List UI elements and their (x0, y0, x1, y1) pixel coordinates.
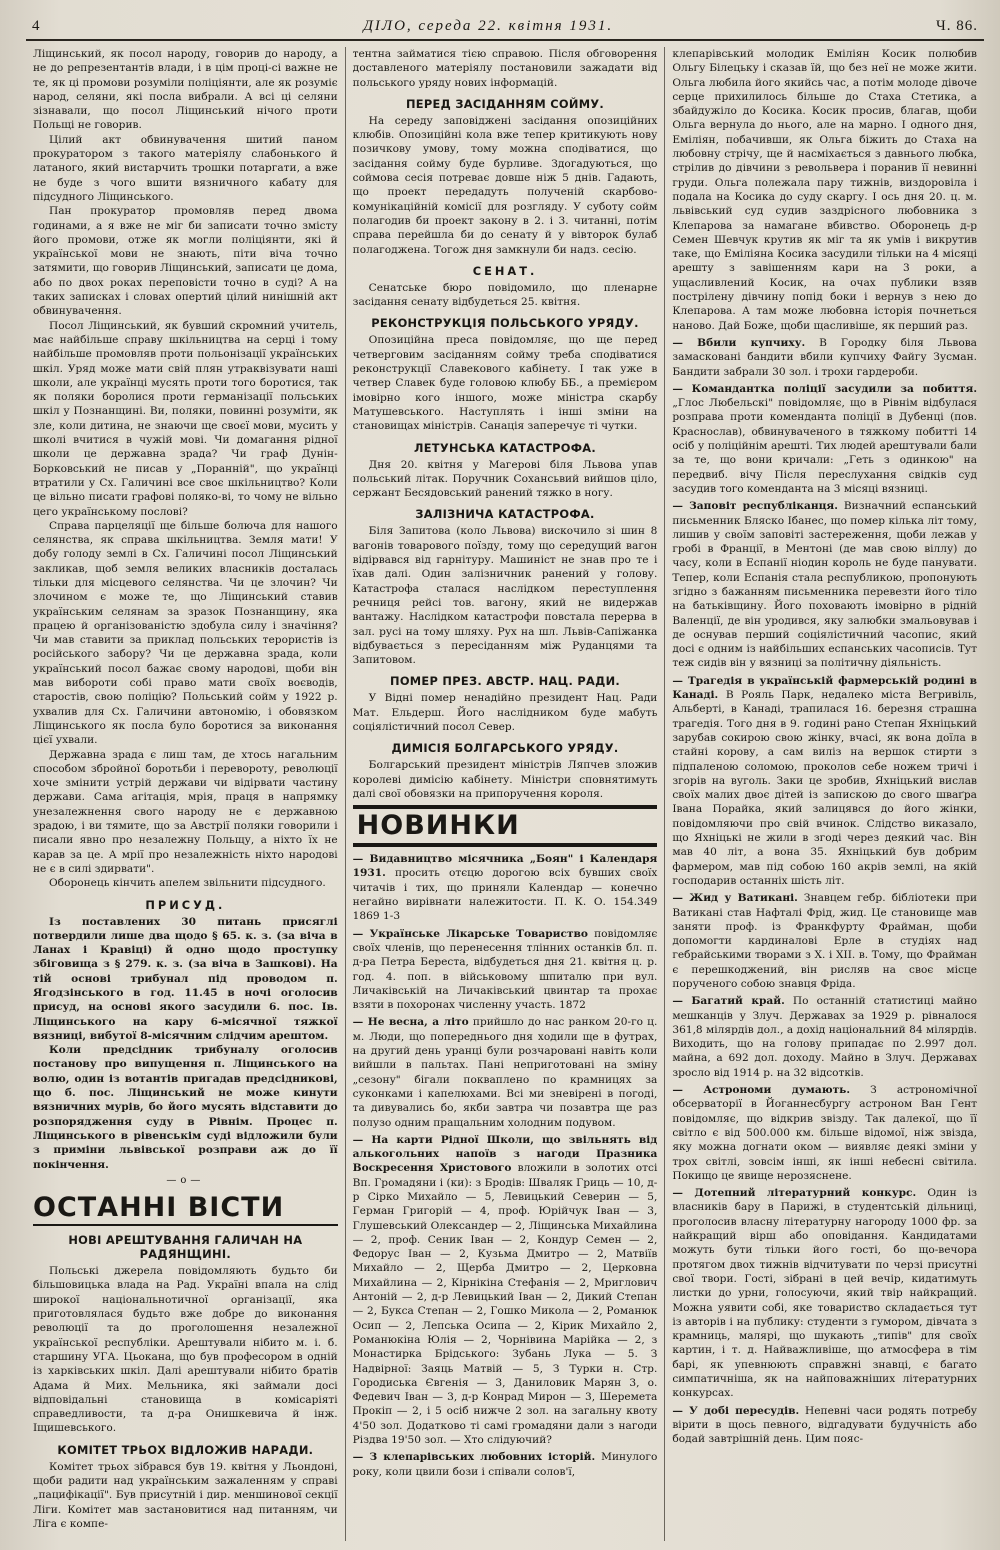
news-item (672, 891, 977, 991)
article-heading: ПОМЕР ПРЕЗ. АВСТР. НАЦ. РАДИ. (389, 674, 621, 689)
news-item-lead: — Не весна, а літо (352, 1016, 469, 1029)
page-number: 4 (32, 18, 41, 34)
date-line: ДІЛО, середа 22. квітня 1931. (363, 18, 614, 34)
news-item-text: В Рояль Парк, недалеко міста Вегривіль, Альберті, в Канаді, трапилася 16. березня страшна трагедія. Того дня в 9. годині ранo Степан Яхніцький зарубав сокирою свою жінку, вчасі, як вона доїла в стайні корову, а сам виліз на вершок стирти з підпаленою соломою, проколов себе ножем тричі і згорів на вуголь. Заки це зробив, Яхніцький вислав своїх малих двоє дітей із запискою до свого шваґра Івана Порайка, який залицявся до його жінки, повідомляючи про свій вчинок. Слідство виказало, що Яхніцькі не жили в згоді через деякий час. Він мав 40 літ, а вона 35. Яхніцький був добрим фармером, мав під собою 160 акрів землі, на якій господарив останніх шість літ. (672, 689, 978, 887)
news-item-text: Непевні часи родять потребу вірити в щось певного, відгадувати будучність або бодай завтрішній день. Цим пояс- (672, 1404, 978, 1446)
column-3 (664, 47, 984, 1541)
news-item-lead: — Вбили купчиху. (672, 336, 806, 349)
issue-number: Ч. 86. (936, 18, 978, 34)
news-item-lead: — Заповіт республіканця. (672, 500, 838, 513)
verdict-paragraph: Із поставлених 30 питань присяглі потвердили лише два щодо § 65. к. з. (за віча в Ланах і Крaвіці) й одно щодо проступку збіговища з § 279. к. з. (за віча в Зашкові). На тій основі трибунал під проводом п. Ягодзінського в год. 11.45 в ночі оголосив присуд, на основі якого засудили 6. пос. Ів. Ліщинського на кару 6-місячної тяжкої вязниці, вибутої 8-місячним слідчим арештом. (33, 915, 338, 1042)
news-item-lead: — Трагедія в українській фармерській родині в Канаді. (672, 674, 978, 702)
news-item-text: Знавцем гебр. бібліотеки при Ватикані став Нафталі Фрід, жид. Це становище мав заняти проф. із Франкфурту Фрайман, щоби допомогти кардиналові Ерле в студіях над гебрайськими творами з X. і XII. в. Тому, що Фрайман є перешкоджений, він рисляв на своє місце порученого собою знавця Фріда. (672, 892, 978, 990)
news-item (353, 927, 658, 1013)
news-item (672, 674, 977, 888)
news-item-lead: — У добі пересудів. (672, 1404, 800, 1417)
news-item (672, 1186, 977, 1400)
news-item (672, 336, 977, 379)
news-item-lead: — З клепарівських любовних історій. (352, 1451, 596, 1464)
paragraph: Оборонець кінчить апелем звільнити підсудного. (49, 877, 326, 890)
news-item-lead: — Видавництво місячника „Боян" і Календаря 1931. (352, 853, 658, 880)
news-item (353, 1133, 658, 1448)
paragraph: Пан прокуратор промовляв перед двома годинами, а я вже не міг би записати точно змісту його промови, отже як могли поліціянти, які й української мови не знають, піти віча точно затямити, що говорив Ліщинський, записати це дома, або по двох роках переповісти точно в суді? А на таких записках і словах опертий цілий нинішній акт обвинувачення. (33, 205, 338, 318)
section-divider: —o— (166, 1174, 205, 1186)
news-item-lead: — Українське Лікарське Товариство (352, 927, 588, 940)
article-heading: СЕНАТ. (472, 263, 538, 278)
news-item (672, 382, 977, 496)
paragraph: Польські джерела повідомляють будьто би більшовицька влада на Рад. Україні впала на слід широкої національнотичної організації, яка приготовлялася будьто вже добре до виконання революції та до проголошення незалежної української республіки. Арештували нібито м. і. б. старшину УГА. Цьокана, що був професором в одній із харківських шкіл. Далі арештували нібито братів Адама й Мих. Мельника, які займали досі відповідальні становища в комісаріяті справедливости, та д-ра Онишкевича й інж. Іщишевського. (33, 1265, 338, 1435)
paragraph: Цілий акт обвинувачення шитий паном прокуратором з такого матеріялу слабонького й латаного, який вистарчить трошки потаргати, а вже не буде з чого вшити вязничного кабату для підсудного Ліщинського. (33, 133, 338, 203)
news-item (353, 1015, 658, 1129)
paragraph: Ліщинський, як посол народу, говорив до народу, а не до репрезентантів влади, і в цім проці-сі важне не те, як ці промови розуміли поліціянти, але як розуміє народ, селяни, які посла вибрали. А всі ці селяни зізнавали, що посол Ліщинський нічого проти Польщі не говорив. (33, 48, 338, 132)
section-title-latest-news: ОСТАННІ ВІСТИ (33, 1192, 338, 1226)
news-item-lead: — Багатий край. (672, 995, 785, 1008)
article-heading: РЕКОНСТРУКЦІЯ ПОЛЬСЬКОГО УРЯДУ. (371, 316, 639, 331)
article-heading: ПЕРЕД ЗАСІДАННЯМ СОЙМУ. (405, 96, 605, 111)
paragraph: Болгарський президент міністрів Ляпчев зложив королеві димісію кабінету. Міністри сповнятимуть далі свої обовязки на припоручення короля. (352, 759, 658, 800)
news-item-text: Минулого року, коли цвили бози і співали солов'ї, (352, 1451, 658, 1478)
news-item-text: вложили в золотих отсі Вп. Громадяни і (ки): з Бродів: Шваляк Гриць — 10, д-р Сірко Михайло — 5, Левицький Северин — 5, Герман Григорій — 4, проф. Юрійчук Іван — 3, Глушевський Олександер — 2, Ліщинська Михайлина — 2, проф. Сеник Іван — 2, Кондур Семен — 2, Федорус Іван — 2, Кузьма Дмитро — 2, Матвіїв Михайло — 2, Щерба Дмитро — 2, Церковна Михайлина — 2, Кірнікіна Стефанія — 2, Мриглович Антоній — 2, д-р Левицький Іван — 2, Дикий Степан — 2, Букса Степан — 2, Гошко Микола — 2, Романюк Осип — 2, Лепська Осипа — 2, Кірик Михайло 2, Романюкіна Юлія — 2, Чорнівина Марійка — 2, з Монастирка Брідського: Зубань Лука — 5. З Надвірної: Заяць Матвій — 5, З Турки н. Стр. Городиська Євгенія — 3, Даниловик Марян 3, о. Федевич Іван — 3, д-р Конрад Мирон — 3, Шеремета Прокіп — 2, і 5 осіб нижче 2 зол. на загальну квоту 4'50 зол. Додатково ті самі громадяни дали з нагоди Різдва 19'50 зол. — Хто слідуючий? (352, 1162, 658, 1447)
section-heading-verdict: ПРИСУД. (145, 897, 226, 912)
news-item (353, 852, 658, 923)
verdict-paragraph: Коли предсідник трибуналу оголосив постанову про випущення п. Ліщинського на волю, один із вотантів пригадав предсідникові, що б. пос. Ліщинський не може кинути вязничних мурів, бо його мусять відставити до розпорядження суду в Рівнім. Процес п. Ліщинського в рівенськім суді відложили були з приміни львівської розправи аж до її покінчення. (33, 1044, 338, 1171)
paragraph: Дня 20. квітня у Магерові біля Львова упав польський літак. Поручник Сохансьвий вийшов ціло, сержант Бесядовський ранений тяжко в ногу. (352, 458, 658, 500)
article-heading: НОВІ АРЕШТУВАННЯ ГАЛИЧАН НА РАДЯНЩИНІ. (68, 1233, 303, 1262)
news-item (672, 499, 977, 671)
news-item-lead: — На карти Рідної Школи, що звільнять від алькогольних напоїв з нагоди Празника Воскресення Христового (352, 1133, 658, 1175)
section-title-news: НОВИНКИ (353, 805, 658, 847)
paragraph: клепарівський молодик Еміліян Косик полюбив Ольгу Білецьку і сказав їй, що без неї не може жити. Ольга любила його якийсь час, а потім молоде дівоче серце прихилилось більше до Стаха Стетика, а збайдужіло до Косика. Косик просив, благав, щоби Ольга вернула до нього, але на марно. І одного дня, Еміліян, побачивши, як Ольга біжить до Стаха на любовну стрічу, ще й насміхається з давнього любка, стрілив до дівчини з револьвера і поранив її невинні груди. Ольга полежала пару тижнів, виздоровіла і подала на Косика до суду скаргу. І ось дня 20. ц. м. львівський суд судив заздрісного любовника з Клепарова за намагане вбивство. Оборонець д-р Семен Шевчук крутив як міг та як умів і викрутив таке, що Еміліяна Косика засудили тільки на 4 місяці арешту з завішенням кари на 3 роки, а ущасливлений Косик, на очах публики взяв пострілену дівчину попід боки і вернув з нею до Клепарова. А там може любовна історія почнеться наново. Дай Боже, щоби щасливіше, як перший раз. (672, 48, 978, 332)
paragraph: Опозиційна преса повідомляє, що ще перед четверговим засіданням сойму треба сподіватися реконструкції Славекового кабінету. І так уже в четвер Славек буде головою клюбу ББ., а премієром імовірно кого іншого, може міністра скарбу Матушевського. Наступлять і інші зміни на становищах міністрів. Санація заперечує ті чутки. (352, 334, 658, 433)
masthead (26, 18, 984, 41)
news-item-text: „Глос Любельскі" повідомляє, що в Рівнім відбулася розправа проти коменданта поліції в Дубенці (пов. Краснослав), обвинуваченого в тяжкому побитті 14 осіб у поліційнім арешті. Тих людей арештували бали за те, що вони кричали: „Геть з одинкою" на передвиб. вічу Після переслухання свідків суд засудив того коменданта на 3 місяці вязниці. (672, 397, 978, 495)
news-item (672, 994, 977, 1080)
column-1 (26, 47, 345, 1541)
news-item-lead: — Жид у Ватикані. (672, 892, 798, 905)
paragraph: Справа парцеляції ще більше болюча для нашого селянства, як справа шкільництва. Земля мати! У добу голоду землі в Сх. Галичині посол Ліщинський закликав, щоб земля великих власників досталась тільки для місцевого селянства. Чи це злочин? Чи злочином є може те, що Ліщинський ставив українським селянам за зразок Познанщину, яка працею й організованістю здобула силу і значіння? Чи мав ставити за приклад польських терористів із російського забору? Чи це державна зрада, коли український посол бажає свому народові, щоби він мав вибороти собі право мати своїх воєводів, старостів, свою поліцію? Польський сойм у 1922 р. ухвалив для Сх. Галичини автономію, і обовязком Ліщинського як посла було боротися за виконання цієї ухвали. (33, 519, 338, 747)
news-item-text: По останній статистиці майно мешканців у Злуч. Державах за 1929 р. рівналося 361,8 мілярдів дол., а дохід національний 84 мілярдів. Виходить, що на голову припадає по 2.997 дол. майна, а 692 дол. доходу. Майно в Злуч. Державах зросло від 1914 р. на 32 відсотків. (672, 995, 978, 1079)
paragraph: У Відні помер ненадійно президент Нац. Ради Мат. Ельдерш. Його наслідником буде мабуть соціялістичний посол Север. (352, 692, 658, 733)
news-item (353, 1450, 658, 1479)
news-item (672, 1083, 977, 1183)
news-item-text: В Городку біля Львова замасковані бандити вбили купчиху Файгу Зусман. Бандити забрали 30 зол. і трохи гардероби. (672, 336, 978, 378)
article-heading: ЛЕТУНСЬКА КАТАСТРОФА. (413, 440, 597, 455)
article-heading: ДИМІСІЯ БОЛГАРСЬКОГО УРЯДУ. (391, 741, 619, 756)
news-item-text: прийшло до нас ранком 20-го ц. м. Люди, що попереднього дня ходили ще в футрах, на другий день уранці були розчаровані навіть коли вийшли в пальтах. Пані неприготовані на зміну „сезону" бігали покваплено по крамницях за суконками і капелюхами. Всі ми зневірені в погоді, та дивувались бо, якби завтра чи позавтра ще раз полузо одним пращальним холодним подувом. (352, 1016, 658, 1129)
paragraph: Біля Запитова (коло Львова) вискочило зі шин 8 вагонів товарового поїзду, тому що середущий вагон відірвався від гарнітуру. Машиніст не знав про те і їхав далі. Один залізничник ранений у голову. Катастрофа сталася наслідком переступлення речниця рейсі тов. вагону, який не видержав вантажу. Наслідком катастрофи повстала перерва в зал. русі на тому шляху. Рух на шл. Львів-Сапіжанка відбувається з пересіданням між Руданцями та Запитовом. (352, 525, 658, 667)
news-item-lead: — Командантка поліції засудили за побиття. (672, 382, 978, 395)
news-item-text: повідомляє своїх членів, що перенесення тлінних останків бл. п. д-ра Петра Береста, відбудеться дня 21. квітня ц. р. год. 4. поп. в військовому шпиталю при вул. Личаківській на Личаківський цвинтар та прохає взяти в похоронах численну участь. 1872 (352, 927, 658, 1012)
news-item-text: Визначний еспанський письменник Бляско Ібанес, що помер кілька літ тому, лишив у своїм заповіті застереження, щоби лежав у гробі в Франції, в Ментоні (де мав свою віллу) до часу, коли в Еспанії ніодин король не буде панувати. Тепер, коли Еспанія стала республикою, пропонують згідно з бажанням письменника перевезти його тіло на батьківщину. Його поховають імовірно в рідній Валенції, де він уродився, яку залюбки змальовував і де оснував перший соціялістичний часопис, який досі є одним із найбільших еспанських часописів. Тут теж сидів він у вязниці за політичну діяльність. (672, 500, 978, 670)
paragraph: Посол Ліщинський, як бувший скромний учитель, має найбільше справу шкільництва на серці і тому найбільше промовляв проти польонізації українських шкіл. Уряд може мати свій плян утраквізувати наші школи, але українці мусять проти того боротися, так як поляки боролися проти германізації польських шкіл у Познанщині. Ви, поляки, повинні розуміти, як зле, коли дитина, не знаючи ще своєї мови, мусить у школі вчитися в чужій мові. Чи домагання рідної школи це державна зрада? Чи граф Дунін-Борковський не писав у „Поранній", що українці втратили у Сх. Галичині все своє шкільництво? Коли це вільно писати графові поляко-ві, то чому не вільно цего українському послові? (33, 319, 338, 518)
column-2 (345, 47, 665, 1541)
news-item-text: просить отєцю дорогою всіх бувших своїх читачів і тих, що приняли Календар — конечно негайно вирівнати належитости. П. К. О. 154.349 1869 1-3 (352, 867, 658, 923)
paragraph: Державна зрада є лиш там, де хтось нагальним способом збройної боротьби і перевороту, революції хоче змінити устрій держави чи відірвати частину держави. Сама агітація, мрія, праця в напрямку унезалежнення свого народу не є державною зрадою, і ви тямите, що за Австрії поляки говорили і писали явно про незалежну Польщу, а ніхто їх не карав за це. А мрії про незалежність ніхто народові не є в силі здирвати". (33, 748, 338, 875)
article-heading: ЗАЛІЗНИЧА КАТАСТРОФА. (415, 507, 595, 522)
article-columns (26, 47, 984, 1541)
paragraph: Сенатське бюро повідомило, що пленарне засідання сенату відбудеться 25. квітня. (352, 281, 658, 309)
news-item-lead: — Астрономи думають. (672, 1084, 851, 1097)
paragraph: На середу заповіджені засідання опозиційних клюбів. Опозиційні кола вже тепер критикують нову позичкову умову, тому можна сподіватися, що засідання сойму буде бурливе. Здогадуються, що соймова сесія потреває довше ніж 5 днів. Гадають, що проект передадуть полученій скарбово-комунікаційній комісії для розгляду. У суботу сойм полагодив би проект закону в 2. і 3. читанні, потім справа перейшла би до сенату й у вівторок булаб полагоджена. Тогож дня замкнули би надз. сесію. (352, 114, 658, 256)
paragraph: Комітет трьох зібрався був 19. квітня у Льондоні, щоби радити над українським зажаленням у справі „пацифікації". Був присутній і дир. меншинової секції Ліги. Комітет мав застановитися над питанням, чи Ліга є компе- (33, 1460, 338, 1530)
news-item-text: З астрономічної обсерваторії в Йоганнесбургу астроном Ван Гент повідомляє, що відкрив звізду. Так далекої, що її світло є від 500.000 км. більше відомої, ніж звізда, яку можна догнати оком — виявляє деякі зміни у трох світлі, зовсім інші, як інші небесні світила. Покищо це явище нерозяснене. (672, 1084, 978, 1182)
news-item-lead: — Дотепний літературний конкурс. (672, 1187, 917, 1200)
news-item-text: Один із власників бару в Парижі, в студентській дільниці, проголосив власну літературну нагороду 1000 фр. за найкращий вірш або оповідання. Кандидатами можуть бути тільки його гості, бо що-вечора протягом двох тижнів відчитувати по черзі присутні свої твори. Гості, зібрані в цей вечір, кидатимуть листки до урни, голосуючи, який твір найкращий. Можна уявити собі, яке товариство складається тут із авторів і на публику: студенти з гумором, дівчата з крамниць, малярі, що шукають „типів" для своїх картин, і т. д. Найважливіше, що атмосфера в тім барі, як упевнюють справжні знавці, є багато симпатичніша, як на найповажніших літературних конкурсах. (672, 1187, 978, 1400)
article-heading: КОМІТЕТ ТРЬОХ ВІДЛОЖИВ НАРАДИ. (57, 1442, 314, 1457)
paragraph: тентна займатися тією справою. Після обговорення доставленого матеріялу постановили зажадати від польського уряду нових інформацій. (352, 48, 658, 89)
news-item (672, 1404, 977, 1447)
